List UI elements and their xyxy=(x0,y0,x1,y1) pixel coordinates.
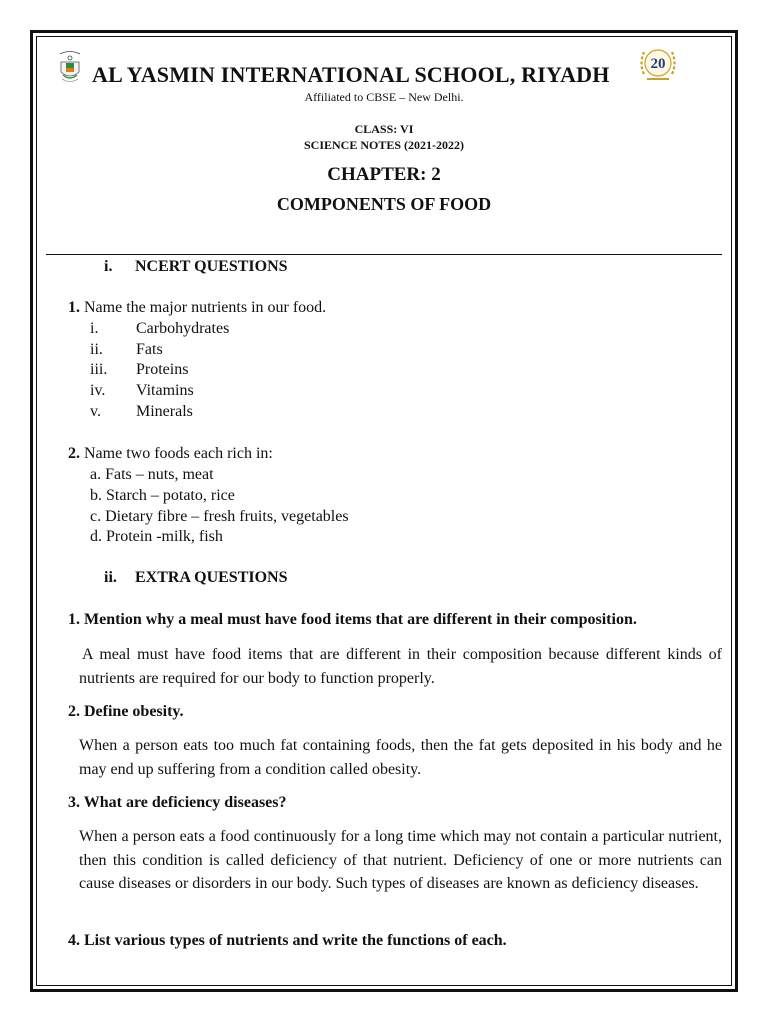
question-text: Mention why a meal must have food items that are different in their composition. xyxy=(84,611,637,628)
answer-paragraph: A meal must have food items that are different in their composition because different kinds of nutrients are required for our body to function properly. xyxy=(79,646,722,687)
topic-title: COMPONENTS OF FOOD xyxy=(276,194,492,214)
list-marker: i. xyxy=(90,320,99,337)
ncert-question xyxy=(68,299,326,317)
question-number: 4. xyxy=(68,932,80,949)
list-item xyxy=(90,361,390,381)
list-item xyxy=(90,382,390,402)
class-label: CLASS: VI xyxy=(354,122,414,136)
question-text: What are deficiency diseases? xyxy=(83,794,287,811)
list-text: Vitamins xyxy=(136,382,194,399)
list-marker: iii. xyxy=(90,361,108,378)
question-number: 1. xyxy=(68,611,80,628)
question-number: 1. xyxy=(68,299,80,316)
list-item xyxy=(90,508,349,526)
affiliation: Affiliated to CBSE – New Delhi. xyxy=(304,90,464,104)
extra-question xyxy=(68,703,184,721)
list-item xyxy=(90,487,235,505)
question-number: 2. xyxy=(68,445,80,462)
school-name: AL YASMIN INTERNATIONAL SCHOOL, RIYADH xyxy=(92,62,610,87)
list-item xyxy=(90,466,214,484)
list-text: Protein -milk, fish xyxy=(106,528,223,545)
list-text: Dietary fibre – fresh fruits, vegetables xyxy=(105,508,349,525)
list-marker: c. xyxy=(90,508,102,525)
list-marker: ii. xyxy=(90,341,103,358)
school-logo-icon xyxy=(54,48,86,91)
question-text: Define obesity. xyxy=(84,703,184,720)
list-marker: d. xyxy=(90,528,102,545)
list-item xyxy=(90,341,390,361)
list-text: Starch – potato, rice xyxy=(106,487,235,504)
list-marker: b. xyxy=(90,487,102,504)
extra-question xyxy=(68,932,507,950)
list-marker: iv. xyxy=(90,382,106,399)
answer-paragraph: When a person eats a food continuously for a long time which may not contain a particular nutrient, then this condition is called deficiency of that nutrient. Deficiency of one or more nutrients can cause diseases or disorders in our body. Such types of diseases are known as deficiency diseases. xyxy=(79,828,722,892)
section-heading xyxy=(104,258,404,278)
list-item xyxy=(90,528,223,546)
section-heading xyxy=(104,569,404,589)
extra-question xyxy=(68,794,287,812)
list-marker: a. xyxy=(90,466,102,483)
list-marker: v. xyxy=(90,403,101,420)
question-number: 3. xyxy=(68,794,80,811)
question-text: Name two foods each rich in: xyxy=(84,445,273,462)
question-number: 2. xyxy=(68,703,80,720)
list-text: Minerals xyxy=(136,403,193,420)
notes-title: SCIENCE NOTES (2021-2022) xyxy=(303,138,465,152)
ncert-question xyxy=(68,445,273,463)
extra-question xyxy=(68,611,637,629)
list-item xyxy=(90,320,390,340)
section-numeral: ii. xyxy=(104,569,117,586)
list-text: Carbohydrates xyxy=(136,320,230,337)
header-divider xyxy=(46,254,722,255)
list-text: Fats xyxy=(136,341,163,358)
section-numeral: i. xyxy=(104,258,113,275)
answer-paragraph: When a person eats too much fat containing foods, then the fat gets deposited in his body and he may end up suffering from a condition called obesity. xyxy=(79,737,722,778)
anniversary-badge-icon xyxy=(636,44,680,91)
list-item xyxy=(90,403,390,423)
section-title: NCERT QUESTIONS xyxy=(135,258,288,275)
list-text: Fats – nuts, meat xyxy=(105,466,214,483)
section-title: EXTRA QUESTIONS xyxy=(135,569,288,586)
chapter-title: CHAPTER: 2 xyxy=(327,164,441,185)
list-text: Proteins xyxy=(136,361,189,378)
badge-number: 20 xyxy=(650,56,666,72)
question-text: List various types of nutrients and write the functions of each. xyxy=(84,932,507,949)
question-text: Name the major nutrients in our food. xyxy=(84,299,327,316)
